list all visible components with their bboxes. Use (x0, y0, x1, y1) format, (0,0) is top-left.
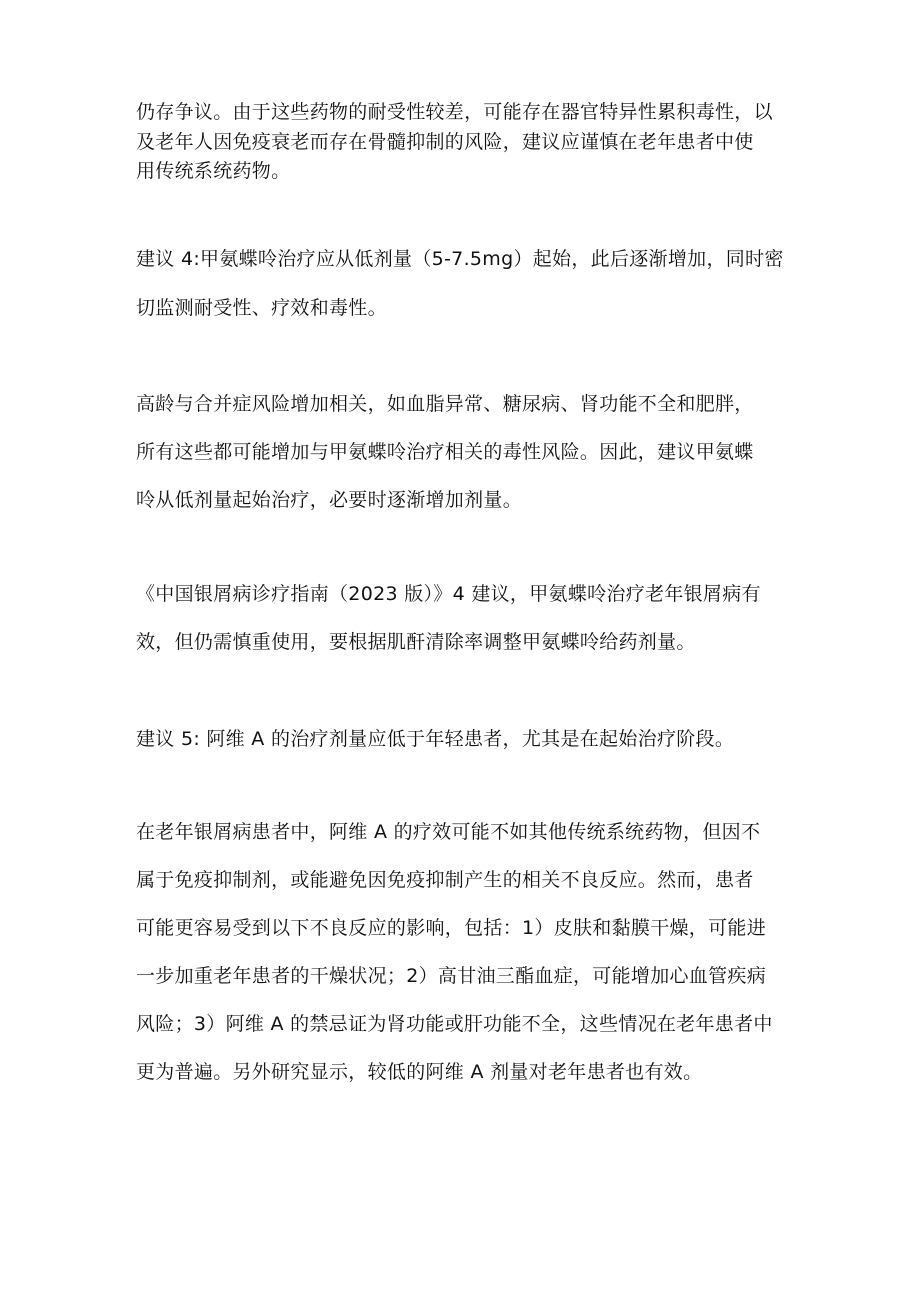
text-line: 《中国银屑病诊疗指南（2023 版）》4 建议，甲氨蝶呤治疗老年银屑病有 (136, 583, 761, 605)
text-line: 仍存争议。由于这些药物的耐受性较差，可能存在器官特异性累积毒性，以 (136, 101, 773, 123)
text-line: 风险；3）阿维 A 的禁忌证为肾功能或肝功能不全，这些情况在老年患者中 (136, 1013, 773, 1035)
text-line: 用传统系统药物。 (136, 160, 291, 182)
text-line: 及老年人因免疫衰老而存在骨髓抑制的风险，建议应谨慎在老年患者中使 (136, 131, 754, 153)
text-line: 切监测耐受性、疗效和毒性。 (136, 297, 387, 319)
text-line: 更为普遍。另外研究显示，较低的阿维 A 剂量对老年患者也有效。 (136, 1061, 703, 1083)
text-line: 建议 4:甲氨蝶呤治疗应从低剂量（5-7.5mg）起始，此后逐渐增加，同时密 (136, 248, 784, 270)
text-line: 所有这些都可能增加与甲氨蝶呤治疗相关的毒性风险。因此，建议甲氨蝶 (136, 441, 754, 463)
text-line: 高龄与合并症风险增加相关，如血脂异常、糖尿病、肾功能不全和肥胖， (136, 393, 754, 415)
text-line: 建议 5: 阿维 A 的治疗剂量应低于年轻患者，尤其是在起始治疗阶段。 (136, 728, 735, 750)
text-line: 一步加重老年患者的干燥状况；2）高甘油三酯血症，可能增加心血管疾病 (136, 965, 766, 987)
text-line: 在老年银屑病患者中，阿维 A 的疗效可能不如其他传统系统药物，但因不 (136, 821, 761, 843)
text-line: 效，但仍需慎重使用，要根据肌酐清除率调整甲氨蝶呤给药剂量。 (136, 631, 696, 653)
text-line: 呤从低剂量起始治疗，必要时逐渐增加剂量。 (136, 489, 523, 511)
text-line: 属于免疫抑制剂，或能避免因免疫抑制产生的相关不良反应。然而，患者 (136, 869, 754, 891)
text-line: 可能更容易受到以下不良反应的影响，包括：1）皮肤和黏膜干燥，可能进 (136, 917, 766, 939)
